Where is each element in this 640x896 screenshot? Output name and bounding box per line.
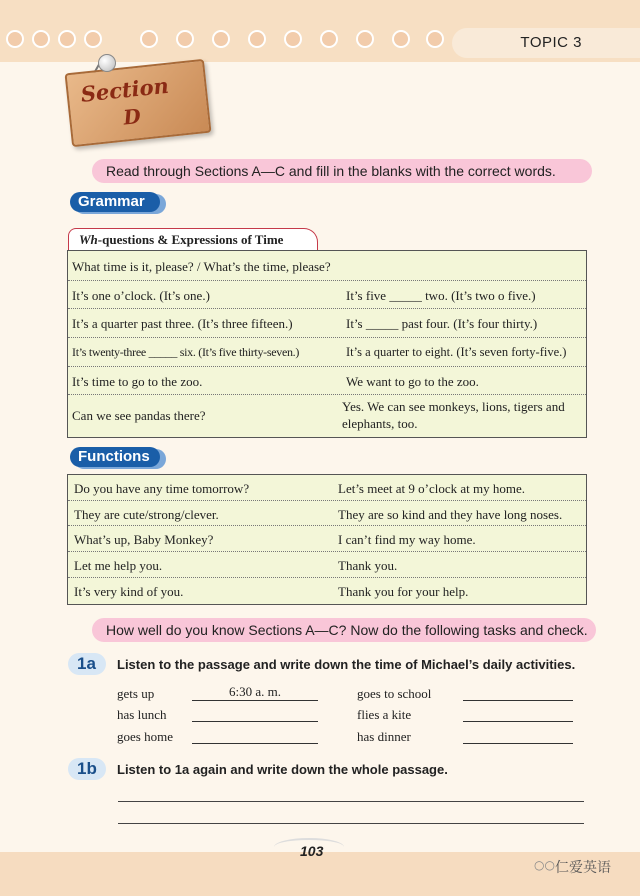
table-cell: Thank you.: [338, 558, 398, 573]
decor-circle: [140, 30, 158, 48]
table-row: [68, 526, 586, 552]
decorative-circles: [0, 30, 460, 54]
answer-blank[interactable]: [463, 684, 573, 701]
section-sign-letter: D: [122, 103, 142, 130]
task-instruction: Listen to the passage and write down the time of Michael’s daily activities.: [117, 657, 576, 672]
answer-blank[interactable]: 6:30 a. m.: [192, 684, 318, 701]
activity-label: gets up: [117, 686, 155, 701]
decor-circle: [248, 30, 266, 48]
table-cell: Let me help you.: [74, 558, 163, 573]
check-instruction: How well do you know Sections A—C? Now do the following tasks and check.: [106, 622, 588, 638]
task-number: 1a: [77, 654, 96, 673]
task-number-badge: [68, 758, 106, 780]
answer-blank[interactable]: [192, 705, 318, 722]
title-italic: Wh: [79, 232, 98, 247]
check-instruction-pill: [92, 618, 596, 642]
grammar-table-title: [68, 228, 318, 251]
task-number: 1b: [77, 759, 97, 778]
table-cell: It’s five _____ two. (It’s two o five.): [346, 288, 536, 303]
table-cell: Can we see pandas there?: [72, 408, 206, 423]
activity-label: flies a kite: [357, 707, 412, 722]
activity-label: has lunch: [117, 707, 167, 722]
wechat-icon: ○○: [534, 858, 555, 872]
decor-circle: [426, 30, 444, 48]
pushpin-icon: [98, 54, 116, 72]
writing-line[interactable]: [118, 801, 584, 802]
task-number-badge: [68, 653, 106, 675]
writing-line[interactable]: [118, 823, 584, 824]
table-cell: It’s a quarter past three. (It’s three fifteen.): [72, 316, 293, 331]
task-instruction: Listen to 1a again and write down the whole passage.: [117, 762, 448, 777]
topic-label: TOPIC 3: [520, 34, 582, 51]
answer-blank[interactable]: [463, 705, 573, 722]
activity-label: goes to school: [357, 686, 432, 701]
table-cell: It’s twenty-three _____ six. (It’s five thirty-seven.): [72, 345, 300, 359]
table-row: [68, 501, 586, 526]
table-cell: It’s time to go to the zoo.: [72, 374, 203, 389]
decor-circle: [212, 30, 230, 48]
intro-instruction-pill: [92, 159, 592, 183]
decor-circle: [176, 30, 194, 48]
grammar-label-text: Grammar: [78, 193, 145, 210]
table-row: [68, 309, 586, 338]
decor-circle: [284, 30, 302, 48]
decor-circle: [6, 30, 24, 48]
table-cell: They are cute/strong/clever.: [74, 507, 219, 522]
table-cell: It’s a quarter to eight. (It’s seven forty-five.): [346, 345, 567, 359]
table-cell: What’s up, Baby Monkey?: [74, 532, 214, 547]
table-cell: Let’s meet at 9 o’clock at my home.: [338, 481, 525, 496]
functions-label: [70, 447, 160, 467]
grammar-table: [67, 250, 587, 438]
decor-circle: [356, 30, 374, 48]
watermark: 仁爱英语: [555, 860, 611, 876]
section-sign: [65, 59, 212, 147]
decor-circle: [32, 30, 50, 48]
table-cell: They are so kind and they have long noses.: [338, 507, 563, 522]
decor-circle: [320, 30, 338, 48]
table-cell: What time is it, please? / What’s the time, please?: [72, 259, 331, 274]
decor-circle: [84, 30, 102, 48]
table-cell: It’s very kind of you.: [74, 584, 184, 599]
table-row: [68, 338, 586, 367]
topic-tab: [452, 28, 640, 58]
table-cell: It’s one o’clock. (It’s one.): [72, 288, 210, 303]
grammar-label: [70, 192, 160, 212]
section-sign-word: Section: [79, 72, 170, 107]
table-row: [68, 395, 586, 437]
activity-label: has dinner: [357, 729, 411, 744]
activity-label: goes home: [117, 729, 173, 744]
table-cell: I can’t find my way home.: [338, 532, 476, 547]
table-row: [68, 578, 586, 604]
table-row: [68, 281, 586, 309]
table-row: [68, 475, 586, 501]
decor-circle: [392, 30, 410, 48]
table-row: [68, 552, 586, 578]
title-rest: -questions & Expressions of Time: [97, 232, 284, 247]
answer-blank[interactable]: [192, 727, 318, 744]
functions-table: [67, 474, 587, 605]
table-row: [68, 251, 586, 281]
page-number: 103: [300, 843, 324, 859]
intro-instruction: Read through Sections A—C and fill in the blanks with the correct words.: [106, 163, 556, 179]
table-cell: It’s _____ past four. (It’s four thirty.): [346, 316, 538, 331]
table-cell: Thank you for your help.: [338, 584, 469, 599]
table-cell: Yes. We can see monkeys, lions, tigers and elephants, too.: [342, 399, 565, 431]
answer-blank[interactable]: [463, 727, 573, 744]
table-cell: We want to go to the zoo.: [346, 374, 479, 389]
functions-label-text: Functions: [78, 448, 150, 465]
decor-circle: [58, 30, 76, 48]
table-row: [68, 367, 586, 395]
table-cell: Do you have any time tomorrow?: [74, 481, 250, 496]
